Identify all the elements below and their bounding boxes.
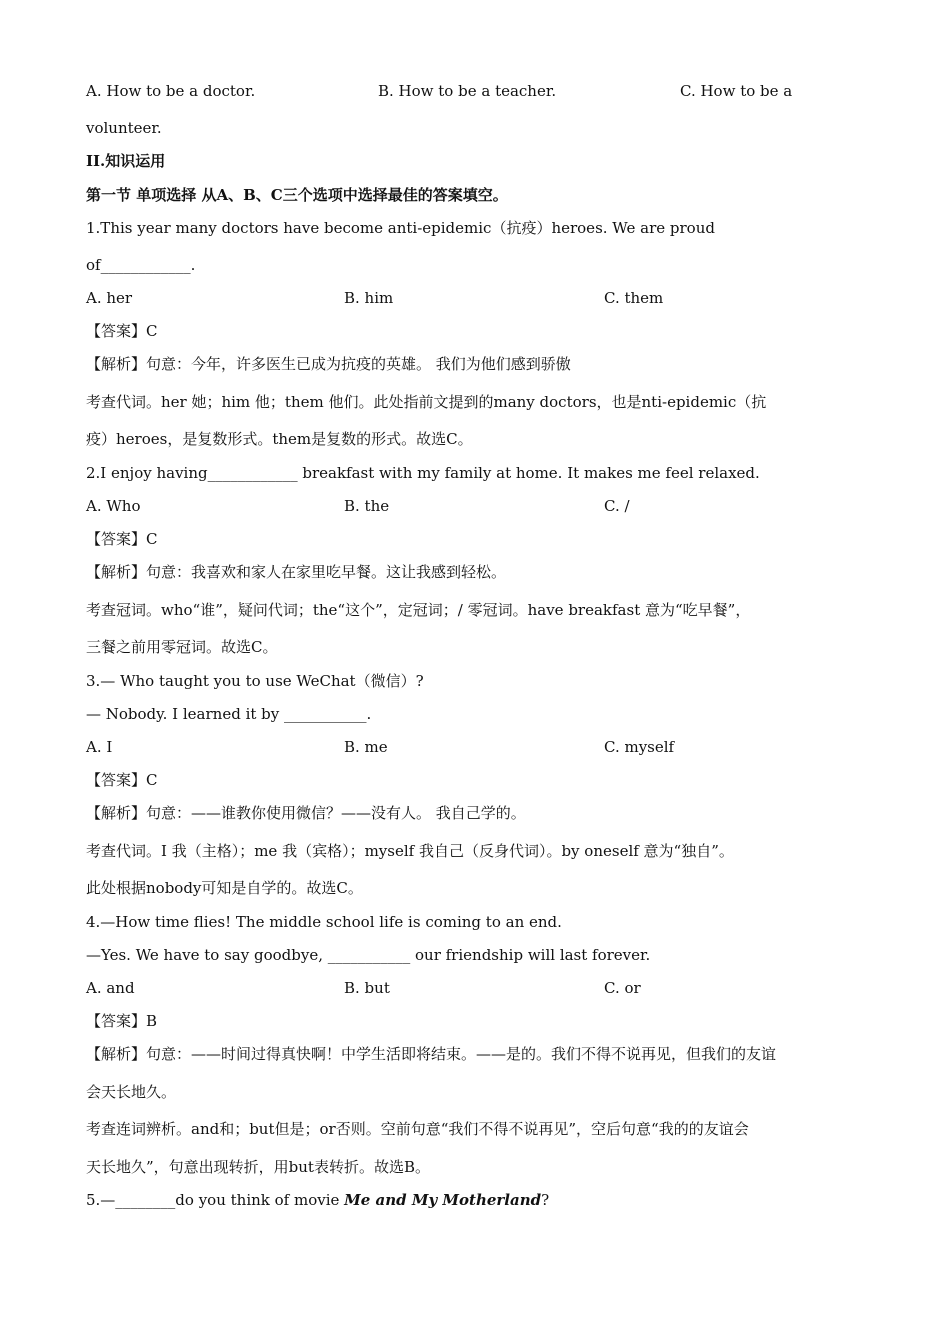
q1-stem-line2: of____________. — [86, 256, 196, 274]
q2-analysis-line3: 三餐之前用零冠词。故选C。 — [86, 638, 278, 656]
q1-analysis-line1: 【解析】句意：今年，许多医生已成为抗疫的英雄。 我们为他们感到骄傲 — [86, 355, 571, 373]
q3-answer: 【答案】C — [86, 771, 158, 789]
q2-stem-line1: 2.I enjoy having____________ breakfast with my family at home. It makes me feel relaxed. — [86, 464, 760, 482]
q1-analysis-line3: 疫）heroes，是复数形式。them是复数的形式。故选C。 — [86, 430, 473, 448]
top-option-a: A. How to be a doctor. — [86, 82, 256, 100]
q3-analysis-line3: 此处根据nobody可知是自学的。故选C。 — [86, 879, 363, 897]
q4-option-a: A. and — [86, 979, 135, 997]
q4-answer: 【答案】B — [86, 1012, 158, 1030]
q4-stem-line2: —Yes. We have to say goodbye, ___________ our friendship will last forever. — [86, 946, 651, 964]
q1-option-b: B. him — [344, 289, 394, 307]
q4-analysis-line3: 考查连词辨析。and和；but但是；or否则。空前句意“我们不得不说再见”，空后句意“我的的友谊会 — [86, 1120, 749, 1138]
q5-stem-post: ? — [541, 1191, 550, 1209]
q2-analysis-line2: 考查冠词。who“谁”，疑问代词；the“这个”，定冠词；/ 零冠词。have breakfast 意为“吃早餐”， — [86, 601, 751, 619]
q2-analysis-line1: 【解析】句意：我喜欢和家人在家里吃早餐。这让我感到轻松。 — [86, 563, 507, 581]
q4-stem-line1: 4.—How time flies! The middle school life is coming to an end. — [86, 913, 562, 931]
q2-option-b: B. the — [344, 497, 390, 515]
q2-option-c: C. / — [604, 497, 630, 515]
q3-option-a: A. I — [86, 738, 113, 756]
q4-option-b: B. but — [344, 979, 390, 997]
q4-analysis-line1: 【解析】句意：——时间过得真快啊！中学生活即将结束。——是的。我们不得不说再见，但我们的友谊 — [86, 1045, 777, 1063]
q4-option-c: C. or — [604, 979, 641, 997]
q1-stem-line1: 1.This year many doctors have become anti-epidemic（抗疫）heroes. We are proud — [86, 219, 715, 237]
q1-option-a: A. her — [86, 289, 133, 307]
q3-option-c: C. myself — [604, 738, 675, 756]
q1-option-c: C. them — [604, 289, 664, 307]
section-title: II.知识运用 — [86, 152, 166, 170]
q4-analysis-line2: 会天长地久。 — [86, 1083, 177, 1101]
q4-analysis-line4: 天长地久”，句意出现转折，用but表转折。故选B。 — [86, 1158, 430, 1176]
q5-movie-title: Me and My Motherland — [344, 1191, 542, 1209]
q1-answer: 【答案】C — [86, 322, 158, 340]
q5-stem — [86, 1190, 549, 1210]
top-option-c-continued: volunteer. — [86, 119, 162, 137]
q1-analysis-line2: 考查代词。her 她；him 他；them 他们。此处指前文提到的many doctors，也是nti-epidemic（抗 — [86, 393, 767, 411]
q2-option-a: A. Who — [86, 497, 141, 515]
q3-analysis-line1: 【解析】句意：——谁教你使用微信？——没有人。 我自己学的。 — [86, 804, 526, 822]
subsection-title: 第一节 单项选择 从A、B、C三个选项中选择最佳的答案填空。 — [86, 186, 508, 204]
top-option-c: C. How to be a — [680, 82, 793, 100]
top-option-b: B. How to be a teacher. — [378, 82, 557, 100]
q3-analysis-line2: 考查代词。I 我（主格）；me 我（宾格）；myself 我自己（反身代词）。by oneself 意为“独自”。 — [86, 842, 734, 860]
q5-stem-pre: 5.—________do you think of movie — [86, 1191, 345, 1209]
q3-option-b: B. me — [344, 738, 388, 756]
q2-answer: 【答案】C — [86, 530, 158, 548]
q3-stem-line2: — Nobody. I learned it by ___________. — [86, 705, 372, 723]
q3-stem-line1: 3.— Who taught you to use WeChat（微信）? — [86, 672, 424, 690]
